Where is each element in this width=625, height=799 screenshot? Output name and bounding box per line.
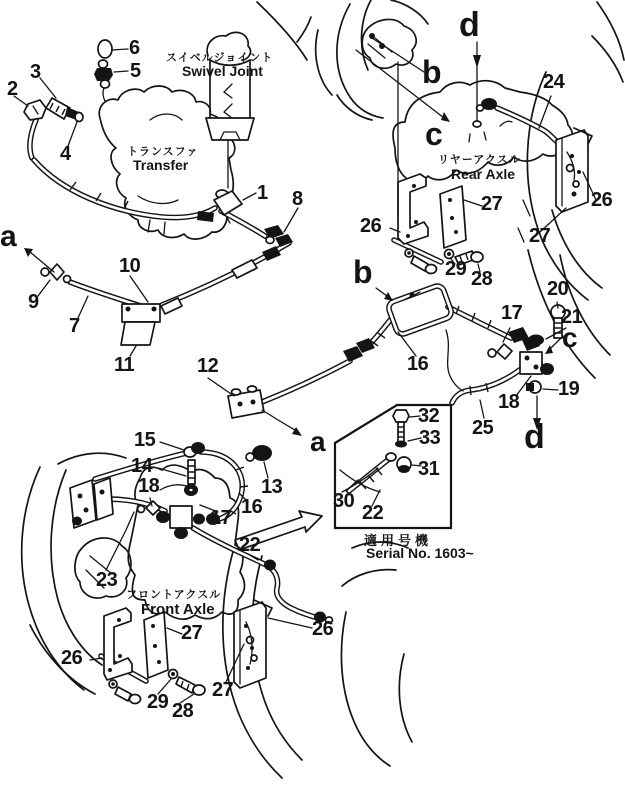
callout-22: 22 — [362, 502, 384, 524]
callout-25: 25 — [472, 417, 494, 439]
callout-1: 1 — [257, 182, 268, 204]
view-marker-b: b — [422, 54, 442, 90]
callout-7: 7 — [69, 315, 80, 337]
pipe-drop-line — [446, 330, 463, 391]
callout-26: 26 — [312, 618, 334, 640]
callout-6: 6 — [129, 37, 140, 59]
callout-30: 30 — [333, 490, 355, 512]
fittings-run-a — [41, 264, 182, 345]
callout-13: 13 — [261, 476, 283, 498]
callout-11: 11 — [114, 354, 135, 376]
rear-axle-label-en: Rear Axle — [451, 166, 516, 182]
callout-33: 33 — [419, 427, 441, 449]
callout-22: 22 — [239, 534, 261, 556]
callout-29: 29 — [147, 691, 169, 713]
transfer-label-jp: トランスファ — [127, 146, 199, 158]
callout-3: 3 — [30, 61, 41, 83]
view-marker-a: a — [310, 426, 326, 457]
view-marker-d: d — [459, 6, 480, 44]
callout-27: 27 — [481, 193, 503, 215]
callout-19: 19 — [558, 378, 580, 400]
rear-axle-label-jp: リヤーアクスル — [438, 154, 521, 166]
callout-28: 28 — [172, 700, 194, 722]
callout-8: 8 — [292, 188, 303, 210]
callout-20: 20 — [547, 278, 569, 300]
callout-23: 23 — [96, 569, 118, 591]
callout-21: 21 — [561, 306, 583, 328]
callout-26: 26 — [61, 647, 83, 669]
front-axle-label-jp: フロントアクスル — [126, 589, 222, 601]
serial-label-jp: 適用号機 — [364, 533, 433, 548]
callout-18: 18 — [138, 475, 160, 497]
callout-26: 26 — [591, 189, 613, 211]
callout-17: 17 — [210, 507, 232, 529]
callout-2: 2 — [7, 78, 18, 100]
view-marker-c: c — [425, 116, 443, 152]
loop-clamp-bolt — [410, 293, 415, 298]
callout-4: 4 — [60, 143, 71, 165]
callout-27: 27 — [212, 679, 234, 701]
callout-26: 26 — [360, 215, 382, 237]
callout-29: 29 — [445, 258, 467, 280]
callout-27: 27 — [529, 225, 551, 247]
view-marker-c: c — [562, 322, 578, 353]
swivel-joint-label-jp: スイベルジョイント — [166, 52, 274, 64]
callout-28: 28 — [471, 268, 493, 290]
callout-14: 14 — [131, 455, 153, 477]
callout-24: 24 — [543, 71, 565, 93]
callout-27: 27 — [181, 622, 203, 644]
rear-left-wheel — [316, 0, 428, 120]
view-marker-d: d — [524, 418, 545, 456]
callout-12: 12 — [197, 355, 219, 377]
callout-18: 18 — [498, 391, 520, 413]
callout-15: 15 — [134, 429, 156, 451]
fitting-rear-hub — [477, 98, 498, 111]
callout-9: 9 — [28, 291, 39, 313]
callout-10: 10 — [119, 255, 141, 277]
transfer-label-en: Transfer — [133, 157, 189, 173]
callout-16: 16 — [407, 353, 429, 375]
callout-5: 5 — [130, 60, 141, 82]
view-marker-b: b — [353, 254, 373, 290]
serial-label-en: Serial No. 1603~ — [366, 545, 474, 561]
swivel-joint-label-en: Swivel Joint — [182, 63, 263, 79]
callout-31: 31 — [418, 458, 440, 480]
callout-17: 17 — [501, 302, 523, 324]
view-marker-a: a — [0, 220, 17, 253]
callout-16: 16 — [241, 496, 263, 518]
callout-32: 32 — [418, 405, 440, 427]
front-axle-label-en: Front Axle — [141, 601, 215, 618]
